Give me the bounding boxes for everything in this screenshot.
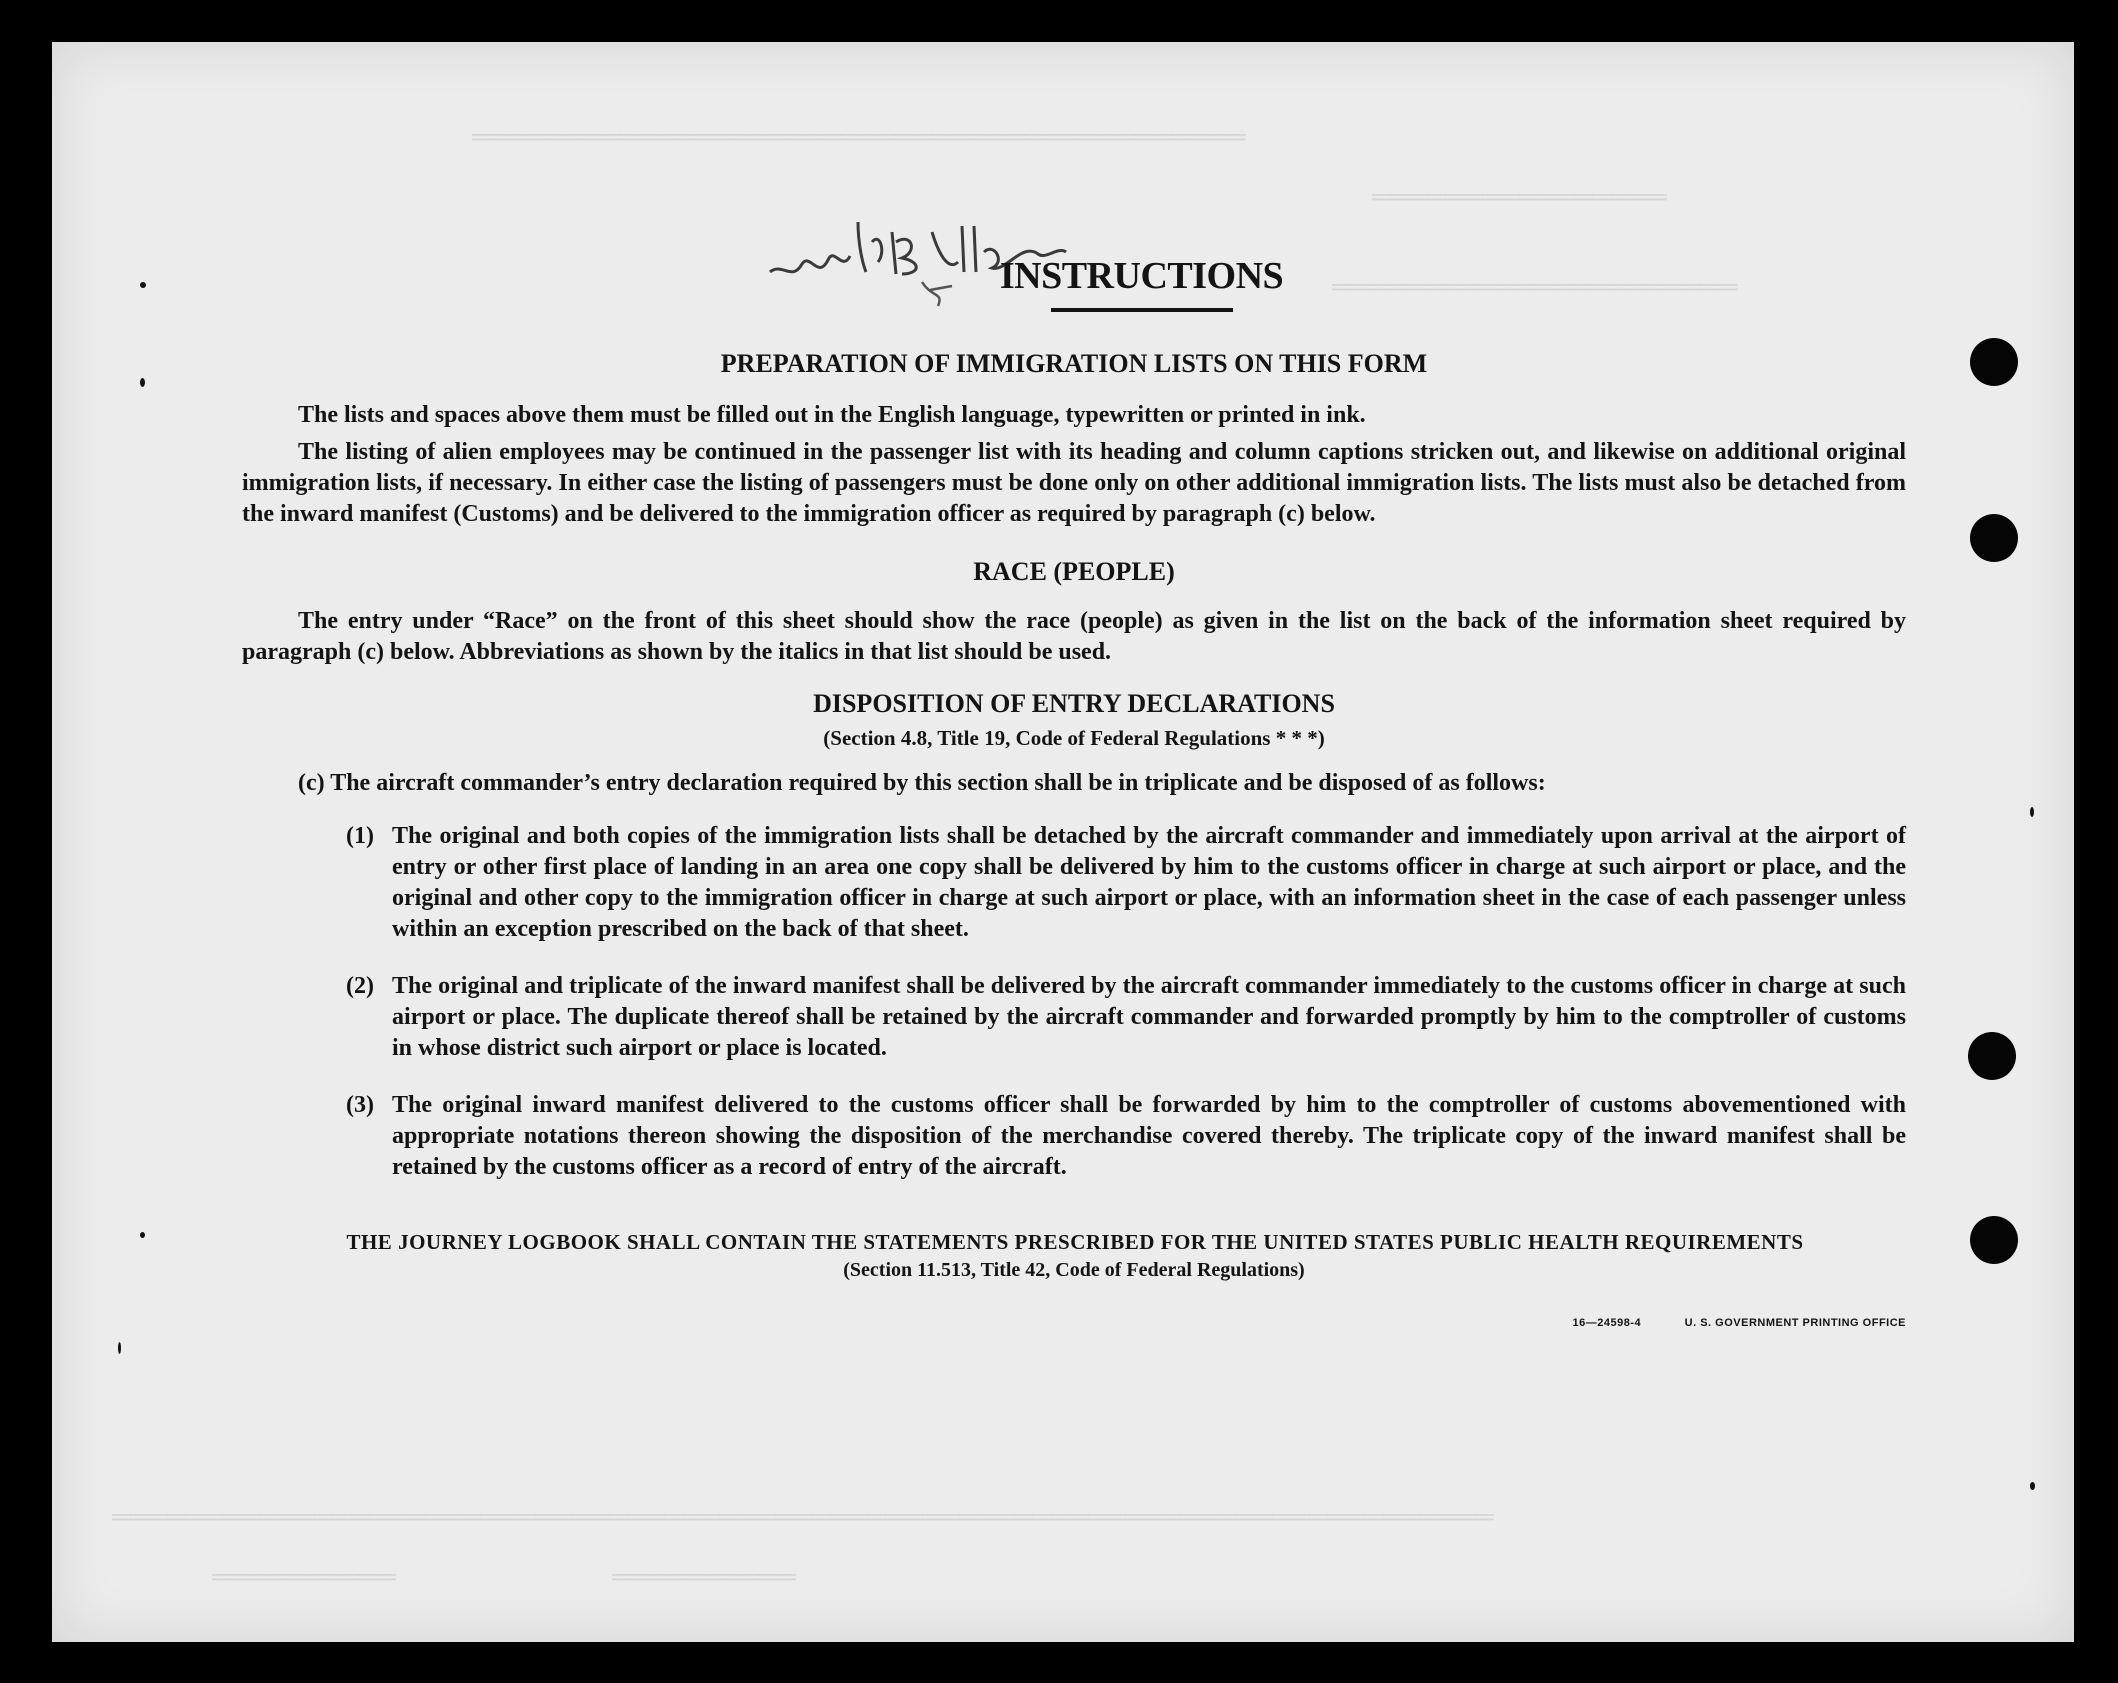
public-health-subheading: (Section 11.513, Title 42, Code of Federal Regulations) xyxy=(843,1259,1305,1281)
punch-hole xyxy=(1970,514,2018,562)
race-paragraph: The entry under “Race” on the front of this sheet should show the race (people) as given in the list on the back of the information sheet required by paragraph (c) below. Abbreviations as shown by the italics in that list should be used. xyxy=(242,608,1906,665)
instructions-content xyxy=(242,238,1906,1329)
item-text: The original and both copies of the immigration lists shall be detached by the aircraft commander and immediately upon arrival at the airport of entry or other first place of landing in an area one copy shall be delivered by him to the customs officer in charge at such airport or place, and the original and other copy to the immigration officer in charge at such airport or place, with an information sheet in the case of each passenger unless within an exception prescribed on the back of that sheet. xyxy=(392,823,1906,942)
preparation-heading: PREPARATION OF IMMIGRATION LISTS ON THIS FORM xyxy=(720,349,1428,378)
bleed-through-text: ══════════ xyxy=(212,1562,397,1591)
printer-line xyxy=(242,1317,1906,1329)
punch-hole xyxy=(1970,1216,2018,1264)
item-number: (3) xyxy=(346,1092,374,1118)
list-item xyxy=(242,971,1906,1064)
disposition-heading: DISPOSITION OF ENTRY DECLARATIONS xyxy=(813,689,1335,718)
punch-hole xyxy=(1968,1032,2016,1080)
bleed-through-text: ══════════════════════ xyxy=(1332,272,1738,301)
clause-c: (c) The aircraft commander’s entry declaration required by this section shall be in triplicate and be disposed of as follows: xyxy=(298,770,1546,796)
disposition-subheading: (Section 4.8, Title 19, Code of Federal Regulations * * *) xyxy=(823,726,1325,750)
printer-name: U. S. GOVERNMENT PRINTING OFFICE xyxy=(1684,1317,1906,1329)
bleed-through-text: ══════════════════════════════════════════ xyxy=(472,122,1246,151)
ink-speck xyxy=(2030,807,2034,817)
page-title: INSTRUCTIONS xyxy=(999,255,1284,297)
item-number: (2) xyxy=(346,973,374,999)
ink-speck xyxy=(2030,1482,2035,1490)
bleed-through-text: ═══════════════════════════════════════════════════════════════════════════ xyxy=(112,1502,1494,1531)
ink-speck xyxy=(118,1342,121,1354)
bleed-through-text: ══════════ xyxy=(612,1562,797,1591)
preparation-paragraph-2: The listing of alien employees may be continued in the passenger list with its heading and column captions stricken out, and likewise on additional original immigration lists, if necessary. In either case the listing of passengers must be done only on other additional immigration lists. The lists must also be detached from the inward manifest (Customs) and be delivered to the immigration officer as required by paragraph (c) below. xyxy=(242,439,1906,527)
item-text: The original and triplicate of the inward manifest shall be delivered by the aircraft commander immediately to the customs officer in charge at such airport or place. The duplicate thereof shall be retained by the aircraft commander and forwarded promptly by him to the comptroller of customs in whose district such airport or place is located. xyxy=(392,973,1906,1061)
ink-speck xyxy=(140,282,146,288)
punch-hole xyxy=(1970,338,2018,386)
item-number: (1) xyxy=(346,823,374,849)
item-text: The original inward manifest delivered to the customs officer shall be forwarded by him to the comptroller of customs abovementioned with appropriate notations thereon showing the disposition of the merchandise covered thereby. The triplicate copy of the inward manifest shall be retained by the customs officer as a record of entry of the aircraft. xyxy=(392,1092,1906,1180)
title-underline xyxy=(1051,308,1233,312)
list-item xyxy=(242,821,1906,945)
ink-speck xyxy=(140,1232,145,1238)
public-health-heading: THE JOURNEY LOGBOOK SHALL CONTAIN THE STATEMENTS PRESCRIBED FOR THE UNITED STATES PUBLIC HEALTH REQUIREMENTS xyxy=(346,1230,1804,1254)
race-heading: RACE (PEOPLE) xyxy=(973,557,1175,586)
bleed-through-text: ════════════════ xyxy=(1372,182,1667,211)
ink-speck xyxy=(140,378,145,387)
list-item xyxy=(242,1090,1906,1183)
form-number: 16—24598-4 xyxy=(1572,1317,1642,1329)
preparation-paragraph-1: The lists and spaces above them must be filled out in the English language, typewritten or printed in ink. xyxy=(298,402,1366,428)
